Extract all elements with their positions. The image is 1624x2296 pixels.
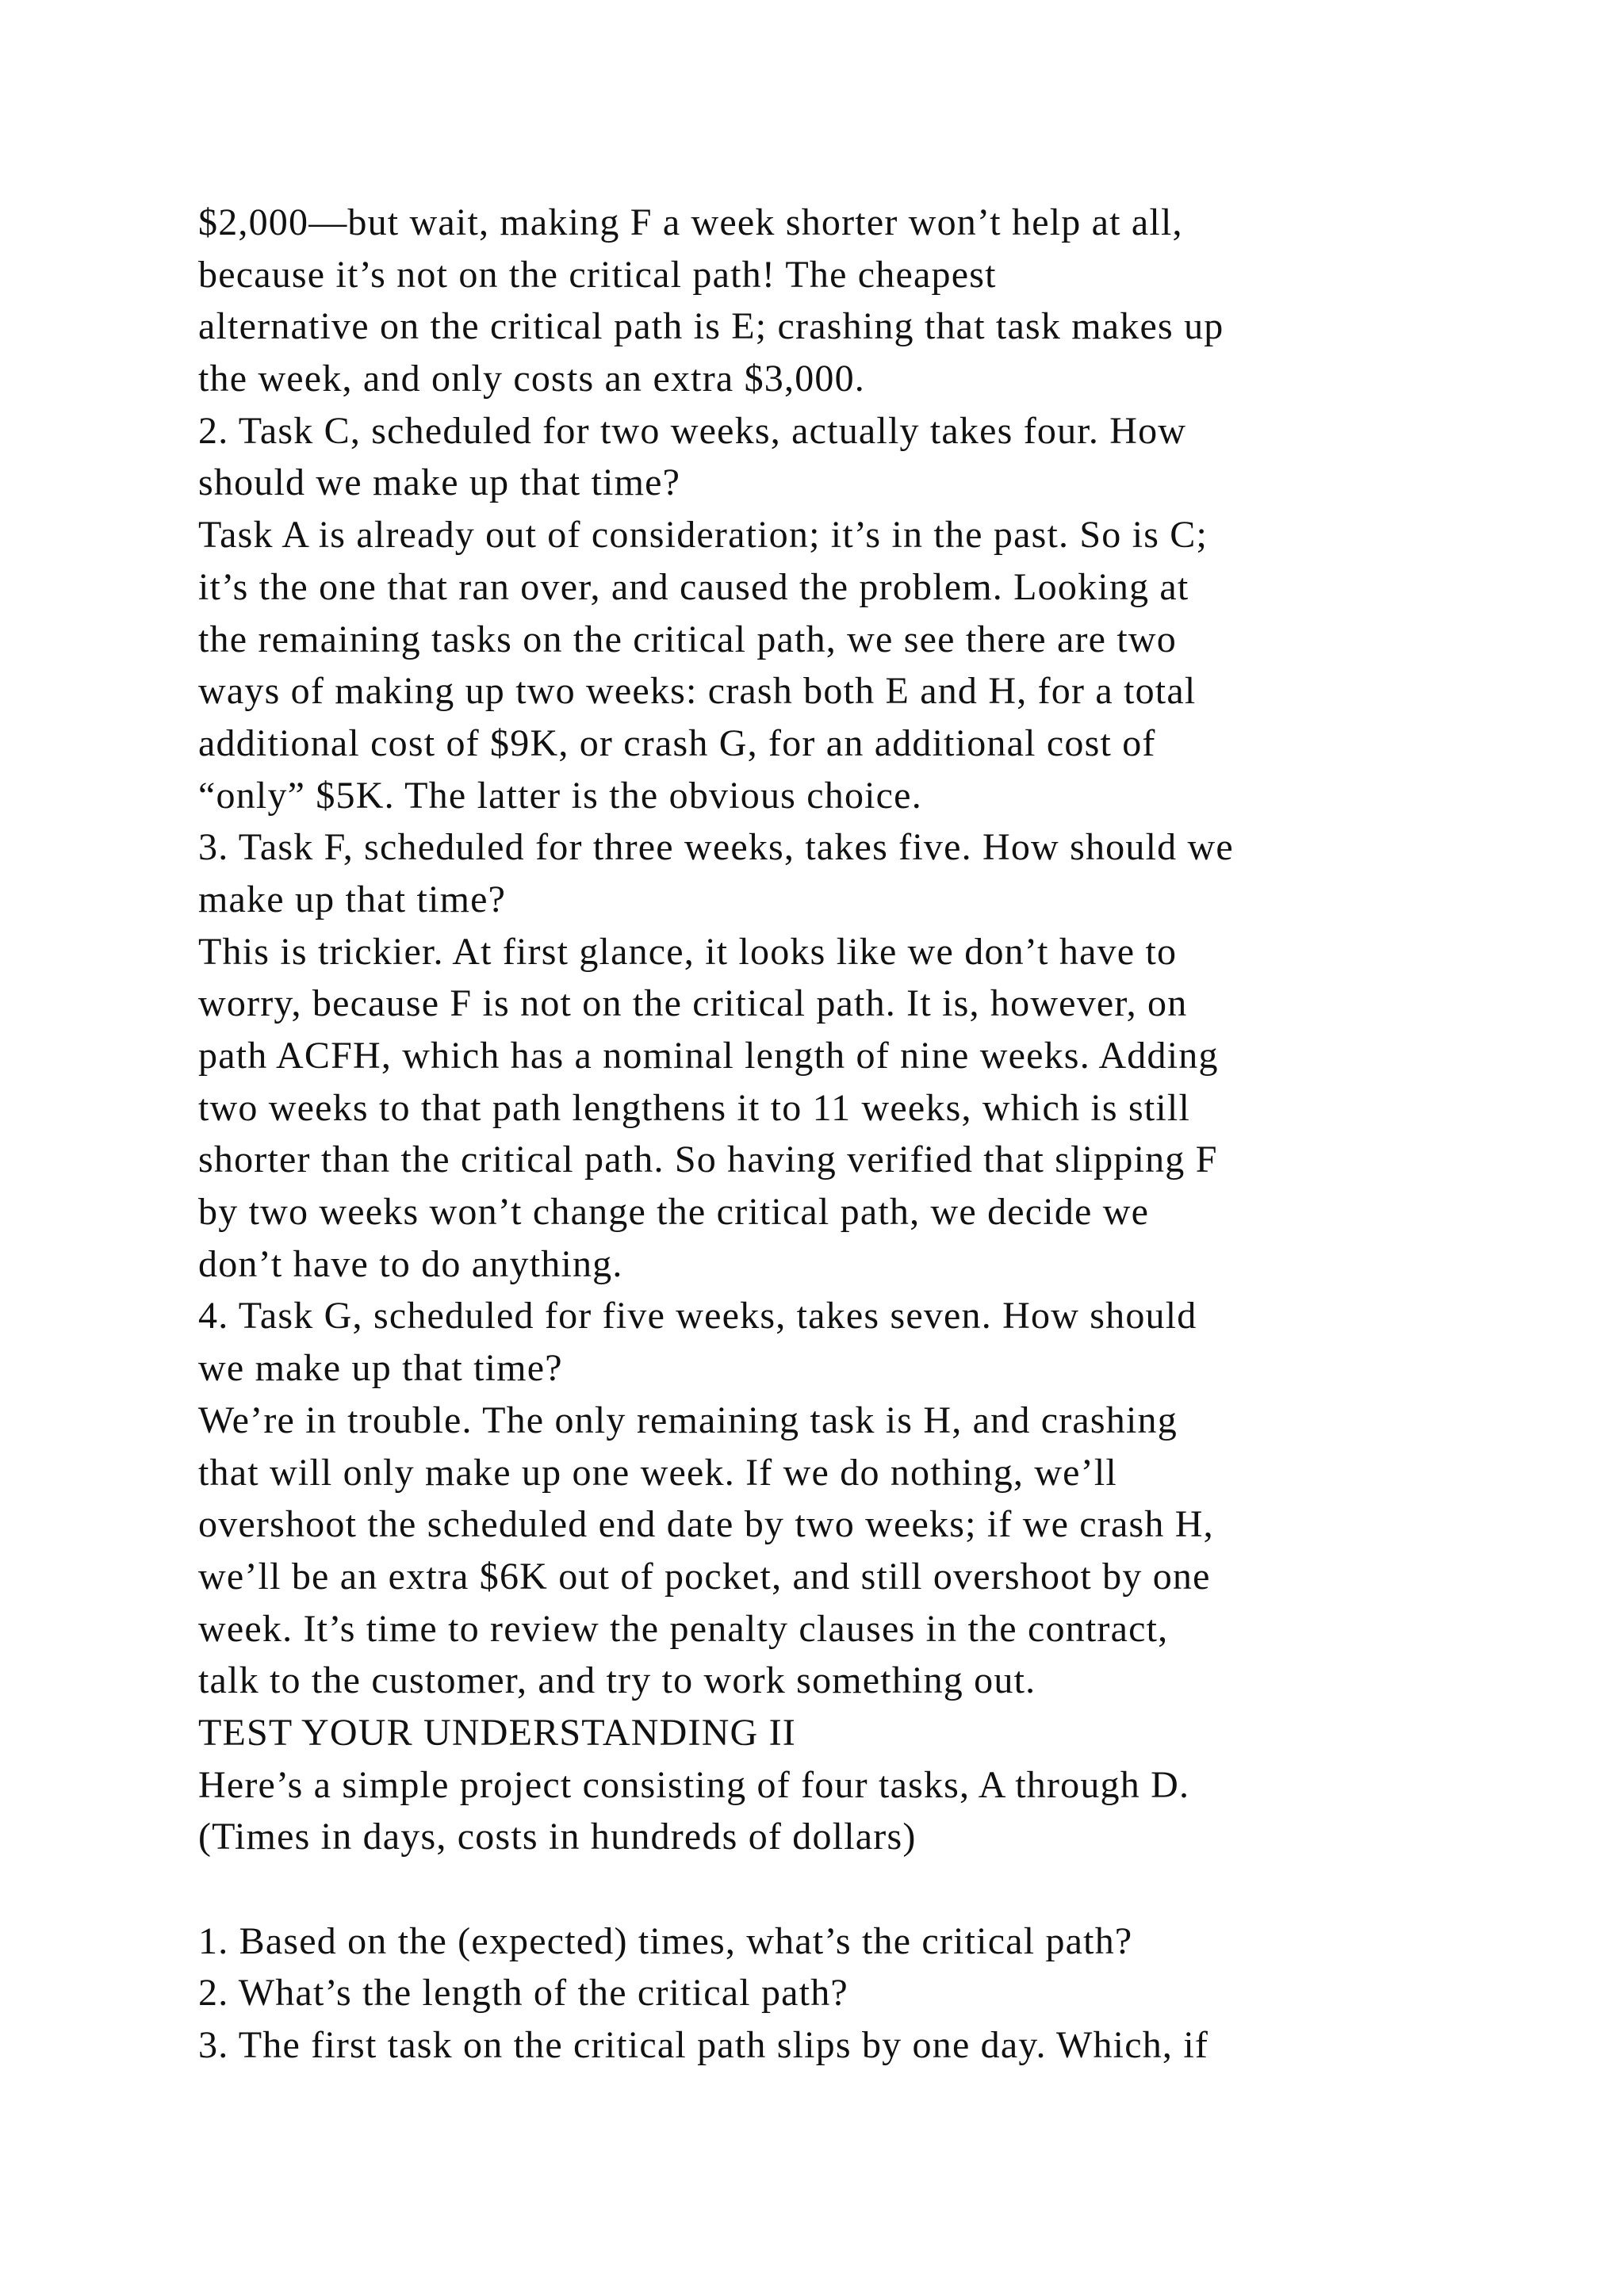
text-line: (Times in days, costs in hundreds of dollars) <box>198 1816 917 1858</box>
text-line: don’t have to do anything. <box>198 1242 623 1285</box>
text-line: we make up that time? <box>198 1347 563 1390</box>
text-line: ways of making up two weeks: crash both E and H, for a total <box>198 670 1197 713</box>
question-line: 3. The first task on the critical path slips by one day. Which, if <box>198 2024 1209 2067</box>
text-line: “only” $5K. The latter is the obvious choice. <box>198 774 922 817</box>
text-line: we’ll be an extra $6K out of pocket, and still overshoot by one <box>198 1555 1211 1598</box>
text-line: it’s the one that ran over, and caused the problem. Looking at <box>198 565 1189 608</box>
text-line: worry, because F is not on the critical path. It is, however, on <box>198 982 1188 1025</box>
text-line: shorter than the critical path. So having verified that slipping F <box>198 1138 1218 1181</box>
question-line: 1. Based on the (expected) times, what’s the critical path? <box>198 1919 1133 1962</box>
text-line: 2. Task C, scheduled for two weeks, actually takes four. How <box>198 409 1187 452</box>
text-line: that will only make up one week. If we do nothing, we’ll <box>198 1451 1117 1494</box>
blank-line <box>198 1863 1467 1915</box>
text-line: alternative on the critical path is E; crashing that task makes up <box>198 305 1224 348</box>
text-line: the remaining tasks on the critical path, we see there are two <box>198 618 1177 660</box>
text-line: 3. Task F, scheduled for three weeks, takes five. How should we <box>198 826 1234 869</box>
text-line: Task A is already out of consideration; it’s in the past. So is C; <box>198 514 1208 557</box>
text-line: 4. Task G, scheduled for five weeks, takes seven. How should <box>198 1295 1197 1337</box>
text-line: This is trickier. At first glance, it looks like we don’t have to <box>198 930 1178 973</box>
text-line: because it’s not on the critical path! The cheapest <box>198 253 997 296</box>
text-line: two weeks to that path lengthens it to 11 weeks, which is still <box>198 1086 1190 1129</box>
text-line: week. It’s time to review the penalty clauses in the contract, <box>198 1607 1169 1650</box>
text-line: Here’s a simple project consisting of four tasks, A through D. <box>198 1763 1190 1806</box>
text-line: by two weeks won’t change the critical path, we decide we <box>198 1191 1150 1234</box>
text-line: talk to the customer, and try to work something out. <box>198 1659 1036 1702</box>
text-line: We’re in trouble. The only remaining task is H, and crashing <box>198 1399 1178 1441</box>
text-line: make up that time? <box>198 878 507 920</box>
text-line: overshoot the scheduled end date by two weeks; if we crash H, <box>198 1503 1214 1546</box>
text-line: path ACFH, which has a nominal length of nine weeks. Adding <box>198 1035 1219 1077</box>
text-line: should we make up that time? <box>198 461 681 504</box>
section-heading: TEST YOUR UNDERSTANDING II <box>198 1711 796 1754</box>
text-line: additional cost of $9K, or crash G, for an additional cost of <box>198 721 1156 764</box>
text-line: $2,000—but wait, making F a week shorter won’t help at all, <box>198 201 1183 243</box>
question-line: 2. What’s the length of the critical path? <box>198 1972 848 2015</box>
document-text <box>198 197 1467 2072</box>
text-line: the week, and only costs an extra $3,000. <box>198 358 865 400</box>
